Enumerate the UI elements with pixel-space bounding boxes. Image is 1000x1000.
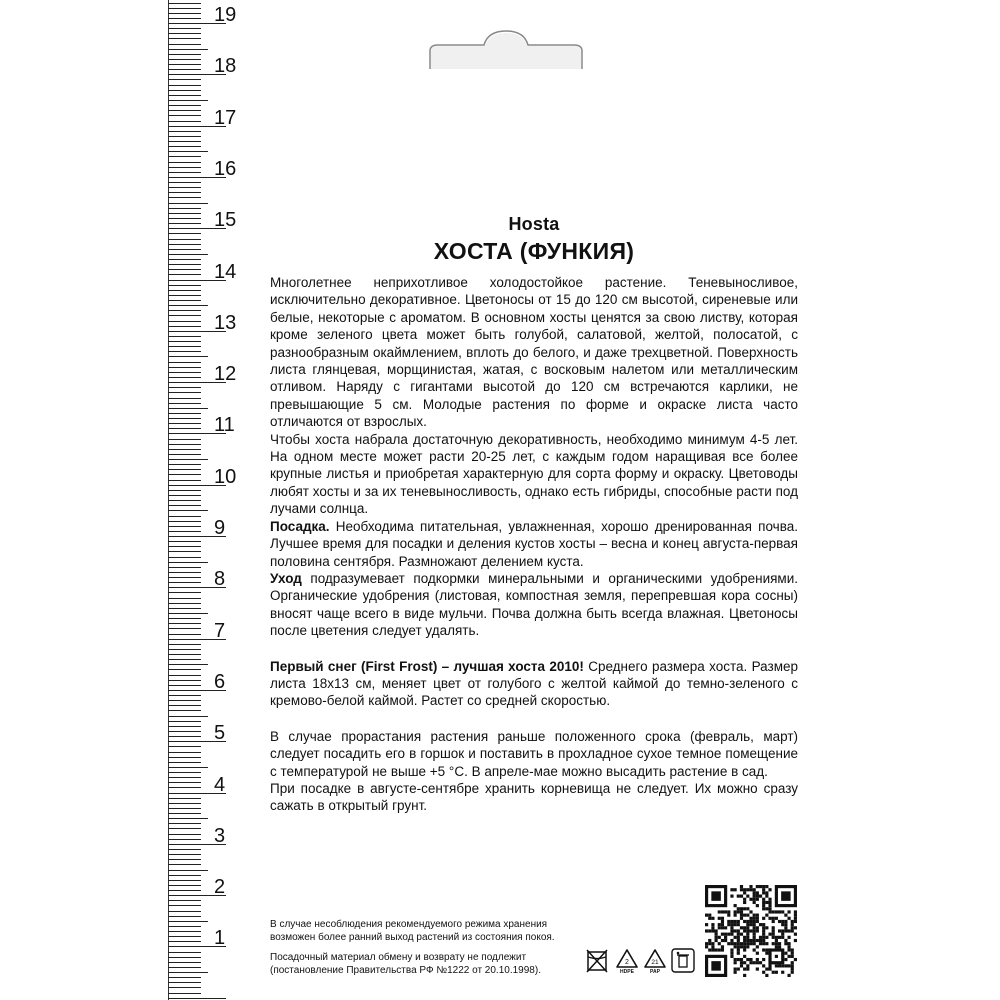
ruler-tick xyxy=(168,972,208,973)
ruler-tick xyxy=(168,213,201,214)
ruler-label: 9 xyxy=(214,517,226,539)
ruler-tick xyxy=(168,818,208,819)
ruler-tick xyxy=(168,885,201,886)
ruler-tick xyxy=(168,95,201,96)
variety-paragraph xyxy=(270,658,798,710)
ruler-tick xyxy=(168,813,201,814)
ruler-tick xyxy=(168,716,208,717)
ruler-tick xyxy=(168,474,201,475)
care-paragraph xyxy=(270,570,798,640)
no-laundry-icon xyxy=(585,948,609,974)
ruler-tick xyxy=(168,362,201,363)
ruler-tick xyxy=(168,870,208,871)
ruler-tick xyxy=(168,274,201,275)
ruler-tick xyxy=(168,767,208,768)
ruler-tick xyxy=(168,782,201,783)
latin-name: Hosta xyxy=(508,214,560,234)
ruler-tick xyxy=(168,834,201,835)
ruler-tick xyxy=(168,28,201,29)
ruler-tick xyxy=(168,295,201,296)
ruler-label: 4 xyxy=(214,773,226,796)
ruler-tick xyxy=(168,203,208,204)
ruler-tick xyxy=(168,505,201,506)
ruler-tick xyxy=(168,700,201,701)
ruler-tick xyxy=(168,141,201,142)
ruler-tick xyxy=(168,90,201,91)
ruler-tick xyxy=(168,957,201,958)
variety-label: Первый снег (First Frost) – лучшая хоста 2010! xyxy=(270,658,584,674)
ruler-tick xyxy=(168,987,201,988)
ruler-tick xyxy=(168,264,201,265)
ruler-label: 7 xyxy=(214,619,226,642)
ruler-tick xyxy=(168,321,201,322)
ruler-label: 11 xyxy=(214,414,235,437)
ruler-tick xyxy=(168,290,201,291)
ruler-tick xyxy=(168,459,208,460)
ruler-tick xyxy=(168,608,201,609)
ruler-tick xyxy=(168,310,201,311)
ruler-tick xyxy=(168,726,201,727)
ruler-tick xyxy=(168,110,201,111)
ruler-tick xyxy=(168,567,201,568)
ruler-tick xyxy=(168,464,201,465)
ruler-tick xyxy=(168,941,201,942)
ruler-tick xyxy=(168,300,201,301)
ruler-label: 8 xyxy=(214,568,226,591)
page-title: ХОСТА (ФУНКИЯ) xyxy=(433,238,635,264)
ruler-tick xyxy=(168,121,201,122)
ruler-tick xyxy=(168,439,201,440)
ruler-tick xyxy=(168,233,201,234)
description-paragraph: Многолетнее неприхотливое холодостойкое растение. Теневыносливое, исключительно декоративное. Цветоносы от 15 до 120 см высотой, сиреневые или белые, некоторые с ароматом. В основном хосты ценятся за свою листву, которая кроме зеленого цвета может быть голубой, салатовой, желтой, полосатой, с разнообразным окаймлением, вплоть до белого, и даже трехцветной. Поверхность листа глянцевая, морщинистая, жатая, с восковым налетом или металлическим отливом. Наряду с гигантами высотой до 120 см встречаются карлики, не превышающие 5 см. Молодые растения по форме и окраске листа часто отличаются от взрослых. xyxy=(270,275,798,430)
ruler-tick xyxy=(168,526,201,527)
description-paragraph: Чтобы хоста набрала достаточную декоративность, необходимо минимум 4-5 лет. На одном месте может расти 20-25 лет, с каждым годом наращивая все более крупные листья и приобретая характерную для сорта форму и окраску. Цветоводы любят хосты и за их теневыносливость, однако есть гибриды, способные расти под лучами солнца. xyxy=(270,431,798,517)
ruler-label: 13 xyxy=(214,311,237,334)
recycle-pap-icon xyxy=(643,948,667,974)
ruler-tick xyxy=(168,454,201,455)
hang-tab-outline xyxy=(428,27,584,71)
ruler-tick xyxy=(168,79,201,80)
ruler-tick xyxy=(168,623,201,624)
ruler-tick xyxy=(168,336,201,337)
ruler-tick xyxy=(168,921,208,922)
ruler-tick xyxy=(168,172,201,173)
ruler-tick xyxy=(168,418,201,419)
ruler-tick xyxy=(168,64,201,65)
ruler-tick xyxy=(168,649,201,650)
ruler-tick xyxy=(168,444,201,445)
eco-icons xyxy=(583,948,697,976)
ruler-tick xyxy=(168,731,201,732)
ruler-tick xyxy=(168,208,201,209)
planting-text: Необходима питательная, увлажненная, хорошо дренированная почва. Лучшее время для посадки и деления кустов хосты – весна и конец августа-первая половина сентября. Размножают делением куста. xyxy=(270,518,798,569)
ruler-tick xyxy=(168,182,201,183)
ruler-tick xyxy=(168,982,201,983)
ruler-tick xyxy=(168,613,208,614)
ruler-tick xyxy=(168,752,201,753)
ruler-tick xyxy=(168,654,201,655)
ruler-tick xyxy=(168,315,201,316)
pap-number: 21 xyxy=(651,959,659,966)
ruler-tick xyxy=(168,387,201,388)
ruler-tick xyxy=(168,269,201,270)
ruler-tick xyxy=(168,44,201,45)
ruler-tick xyxy=(168,577,201,578)
ruler-tick xyxy=(168,849,201,850)
ruler-tick xyxy=(168,931,201,932)
storage-paragraph: При посадке в августе-сентябре хранить корневища не следует. Их можно сразу сажать в открытый грунт. xyxy=(270,780,798,814)
ruler-tick xyxy=(168,644,201,645)
ruler-tick xyxy=(168,710,201,711)
ruler-tick xyxy=(168,916,201,917)
ruler-tick xyxy=(168,13,201,14)
ruler-tick xyxy=(168,721,201,722)
ruler-label: 5 xyxy=(214,722,226,745)
ruler-tick xyxy=(168,392,201,393)
ruler-tick xyxy=(168,823,201,824)
ruler-tick xyxy=(168,675,201,676)
ruler-tick xyxy=(168,562,208,563)
ruler-tick xyxy=(168,993,201,994)
ruler-tick xyxy=(168,546,201,547)
ruler-tick xyxy=(168,618,201,619)
ruler-tick xyxy=(168,346,201,347)
ruler-tick xyxy=(168,377,201,378)
ruler-tick xyxy=(168,510,208,511)
ruler-tick xyxy=(168,598,201,599)
planting-label: Посадка. xyxy=(270,518,330,534)
ruler-tick xyxy=(168,218,201,219)
ruler-tick xyxy=(168,516,201,517)
ruler-tick xyxy=(168,259,201,260)
ruler-tick xyxy=(168,592,201,593)
return-policy: Посадочный материал обмену и возврату не подлежит (постановление Правительства РФ №1222 от 20.10.1998). xyxy=(270,952,541,976)
ruler-tick xyxy=(168,634,201,635)
ruler-tick xyxy=(168,151,208,152)
ruler-tick xyxy=(168,495,201,496)
ruler-label: 19 xyxy=(214,4,237,26)
ruler-tick xyxy=(168,926,201,927)
ruler-tick xyxy=(168,223,201,224)
ruler-tick xyxy=(168,962,201,963)
hdpe-number: 2 xyxy=(625,959,629,966)
ruler-tick xyxy=(168,326,201,327)
ruler-tick xyxy=(168,998,226,999)
ruler-tick xyxy=(168,480,201,481)
planting-paragraph xyxy=(270,518,798,570)
ruler-tick xyxy=(168,628,201,629)
ruler-tick xyxy=(168,839,201,840)
ruler-tick xyxy=(168,162,201,163)
ruler-tick xyxy=(168,197,201,198)
ruler-tick xyxy=(168,59,201,60)
storage-warning: В случае несоблюдения рекомендуемого режима хранения возможен более ранний выход растений из состояния покоя. xyxy=(270,919,555,943)
ruler-tick xyxy=(168,131,201,132)
qr-code[interactable] xyxy=(705,885,797,977)
ruler-tick xyxy=(168,864,201,865)
ruler-tick xyxy=(168,808,201,809)
ruler-tick xyxy=(168,736,201,737)
ruler-tick xyxy=(168,977,201,978)
ruler-tick xyxy=(168,305,208,306)
ruler-label: 15 xyxy=(214,209,237,232)
ruler-tick xyxy=(168,531,201,532)
ruler-tick xyxy=(168,254,208,255)
ruler-tick xyxy=(168,854,201,855)
ruler-tick xyxy=(168,403,201,404)
ruler-tick xyxy=(168,239,201,240)
ruler-tick xyxy=(168,967,201,968)
ruler-tick xyxy=(168,664,208,665)
measuring-ruler xyxy=(168,0,248,1000)
ruler-tick xyxy=(168,936,201,937)
care-text: подразумевает подкормки минеральными и органическими удобрениями. Органические удобрения (листовая, компостная земля, перепревшая кора сосны) вносят чаще всего в виде мульчи. Почва должна быть всегда влажная. Цветоносы после цветения следует удалять. xyxy=(270,570,798,639)
recycle-hdpe-icon xyxy=(615,948,639,974)
ruler-tick xyxy=(168,762,201,763)
ruler-tick xyxy=(168,428,201,429)
ruler-tick xyxy=(168,572,201,573)
ruler-tick xyxy=(168,659,201,660)
ruler-tick xyxy=(168,341,201,342)
ruler-tick xyxy=(168,905,201,906)
ruler-tick xyxy=(168,798,201,799)
ruler-label: 2 xyxy=(214,876,226,899)
ruler-label: 18 xyxy=(214,55,237,78)
ruler-tick xyxy=(168,38,201,39)
ruler-tick xyxy=(168,367,201,368)
ruler-tick xyxy=(168,500,201,501)
ruler-tick xyxy=(168,859,201,860)
ruler-tick xyxy=(168,356,208,357)
ruler-tick xyxy=(168,54,201,55)
ruler-label: 17 xyxy=(214,106,237,129)
ruler-tick xyxy=(168,772,201,773)
ruler-tick xyxy=(168,49,208,50)
ruler-tick xyxy=(168,680,201,681)
ruler-tick xyxy=(168,777,201,778)
ruler-label: 14 xyxy=(214,260,237,283)
ruler-tick xyxy=(168,828,201,829)
trash-bin-icon xyxy=(671,948,695,974)
ruler-tick xyxy=(168,244,201,245)
ruler-tick xyxy=(168,156,201,157)
ruler-tick xyxy=(168,952,201,953)
ruler-tick xyxy=(168,192,201,193)
ruler-tick xyxy=(168,787,201,788)
ruler-tick xyxy=(168,557,201,558)
ruler-label: 6 xyxy=(214,670,226,693)
storage-paragraph: В случае прорастания растения раньше положенного срока (февраль, март) следует посадить его в горшок и поставить в прохладное сухое темное помещение с температурой не выше +5 °С. В апреле-мае можно высадить растение в сад. xyxy=(270,728,798,779)
ruler-tick xyxy=(168,69,201,70)
ruler-tick xyxy=(168,603,201,604)
ruler-label: 3 xyxy=(214,824,226,847)
ruler-tick xyxy=(168,408,208,409)
ruler-tick xyxy=(168,100,208,101)
ruler-tick xyxy=(168,685,201,686)
ruler-tick xyxy=(168,757,201,758)
footer-notes xyxy=(270,919,590,985)
description-text xyxy=(270,274,798,815)
ruler-tick xyxy=(168,875,201,876)
ruler-tick xyxy=(168,3,201,4)
ruler-tick xyxy=(168,890,201,891)
ruler-tick xyxy=(168,115,201,116)
variety-text: Среднего размера хоста. Размер листа 18х13 см, меняет цвет от голубого с желтой каймой до темно-зеленого с кремово-белой каймой. Растет со средней скоростью. xyxy=(270,658,798,709)
ruler-tick xyxy=(168,469,201,470)
hdpe-label: HDPE xyxy=(620,969,634,974)
ruler-tick xyxy=(168,803,201,804)
ruler-tick xyxy=(168,105,201,106)
ruler-tick xyxy=(168,85,201,86)
ruler-tick xyxy=(168,695,201,696)
pap-label: PAP xyxy=(650,969,660,974)
ruler-tick xyxy=(168,900,201,901)
ruler-tick xyxy=(168,746,201,747)
ruler-tick xyxy=(168,8,201,9)
ruler-tick xyxy=(168,136,201,137)
ruler-tick xyxy=(168,413,201,414)
ruler-tick xyxy=(168,880,201,881)
ruler-tick xyxy=(168,398,201,399)
care-label: Уход xyxy=(270,570,302,586)
ruler-tick xyxy=(168,449,201,450)
ruler-tick xyxy=(168,705,201,706)
ruler-tick xyxy=(168,146,201,147)
ruler-tick xyxy=(168,187,201,188)
ruler-tick xyxy=(168,911,201,912)
ruler-tick xyxy=(168,18,201,19)
ruler-tick xyxy=(168,372,201,373)
ruler-label: 16 xyxy=(214,157,237,180)
ruler-tick xyxy=(168,669,201,670)
ruler-label: 12 xyxy=(214,363,237,386)
ruler-label: 1 xyxy=(214,927,226,950)
ruler-tick xyxy=(168,249,201,250)
ruler-tick xyxy=(168,351,201,352)
ruler-label: 10 xyxy=(214,465,237,488)
ruler-tick xyxy=(168,423,201,424)
ruler-tick xyxy=(168,582,201,583)
ruler-tick xyxy=(168,541,201,542)
ruler-tick xyxy=(168,167,201,168)
ruler-tick xyxy=(168,551,201,552)
ruler-tick xyxy=(168,33,201,34)
ruler-tick xyxy=(168,490,201,491)
ruler-tick xyxy=(168,285,201,286)
ruler-tick xyxy=(168,521,201,522)
